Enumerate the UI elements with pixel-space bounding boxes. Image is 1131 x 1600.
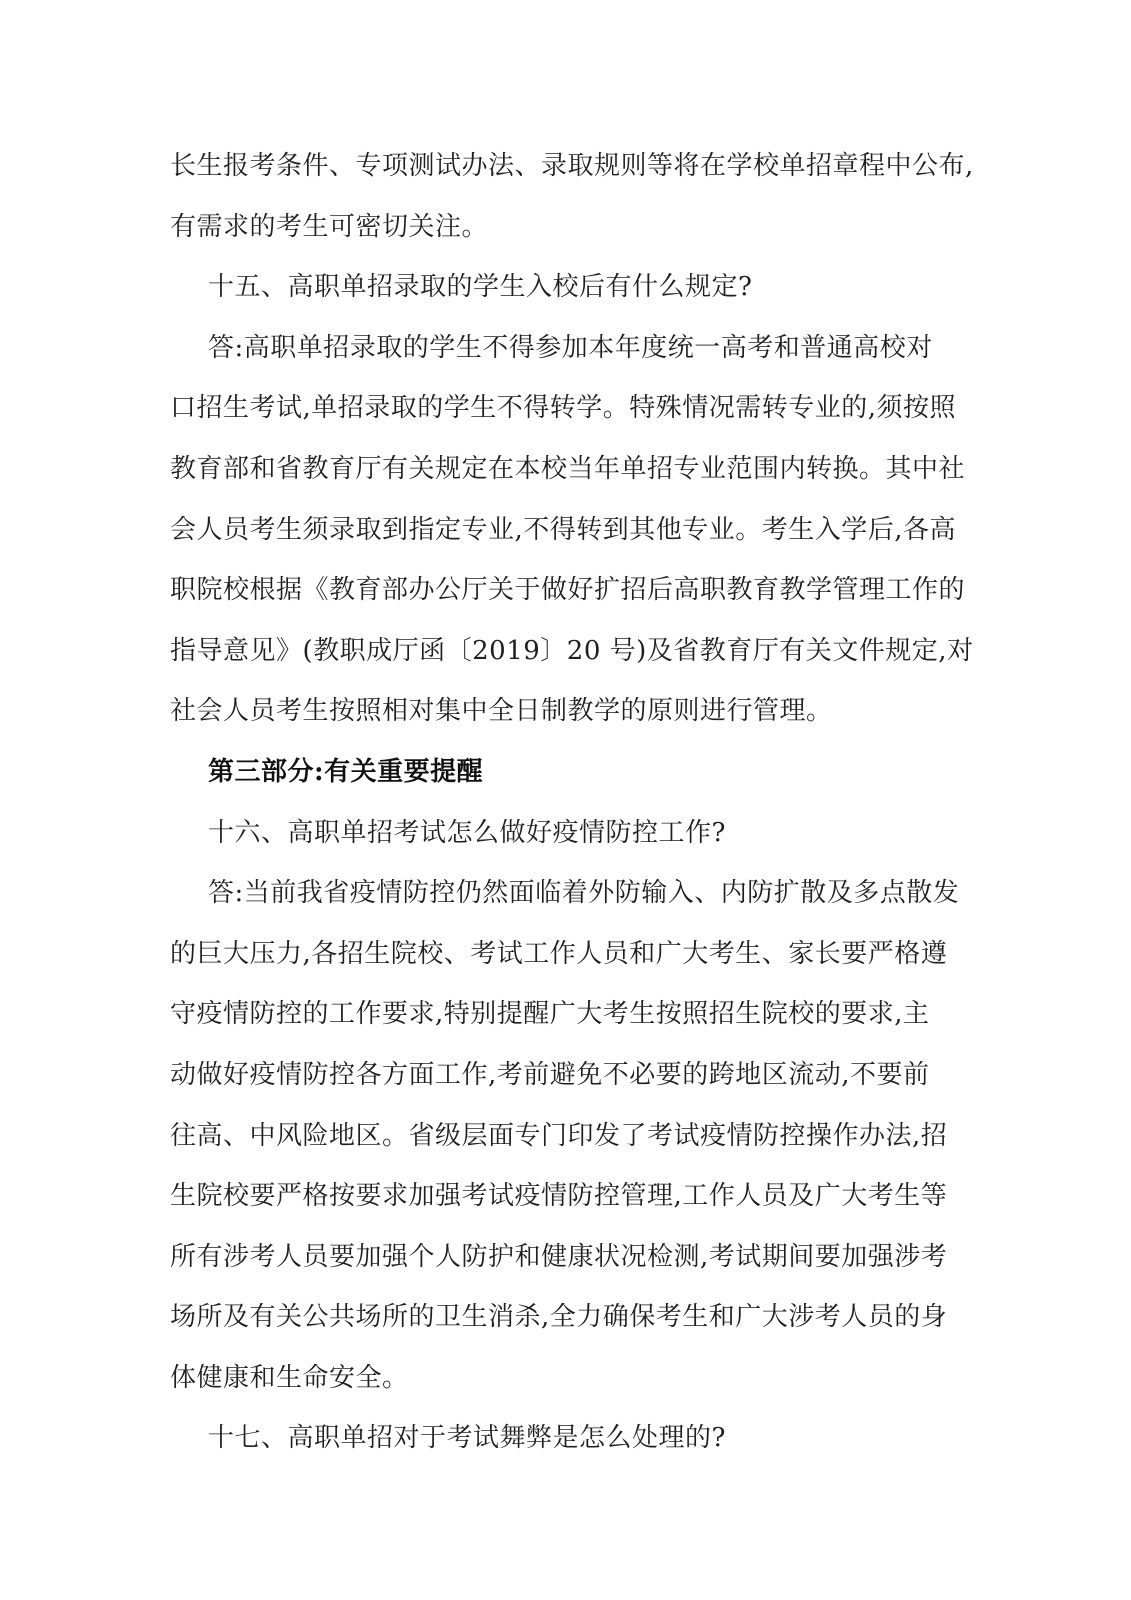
answer-line: 的巨大压力,各招生院校、考试工作人员和广大考生、家长要严格遵	[170, 938, 948, 969]
answer-line: 生院校要严格按要求加强考试疫情防控管理,工作人员及广大考生等	[170, 1181, 948, 1212]
answer-line: 口招生考试,单招录取的学生不得转学。特殊情况需转专业的,须按照	[170, 393, 957, 424]
answer-line: 指导意见》(教职成厅函〔2019〕20 号)及省教育厅有关文件规定,对	[170, 635, 974, 666]
section-heading: 第三部分:有关重要提醒	[208, 756, 484, 787]
answer-line: 守疫情防控的工作要求,特别提醒广大考生按照招生院校的要求,主	[170, 999, 930, 1030]
paragraph-line: 有需求的考生可密切关注。	[170, 211, 489, 242]
answer-line: 场所及有关公共场所的卫生消杀,全力确保考生和广大涉考人员的身	[170, 1302, 948, 1333]
answer-line: 教育部和省教育厅有关规定在本校当年单招专业范围内转换。其中社	[170, 453, 966, 484]
answer-line: 社会人员考生按照相对集中全日制教学的原则进行管理。	[170, 696, 833, 727]
answer-line: 职院校根据《教育部办公厅关于做好扩招后高职教育教学管理工作的	[170, 575, 966, 606]
answer-line: 会人员考生须录取到指定专业,不得转到其他专业。考生入学后,各高	[170, 514, 957, 545]
answer-line: 体健康和生命安全。	[170, 1362, 409, 1393]
document-body	[170, 136, 974, 1469]
question-heading: 十五、高职单招录取的学生入校后有什么规定?	[208, 272, 753, 303]
answer-line: 答:当前我省疫情防控仍然面临着外防输入、内防扩散及多点散发	[208, 878, 960, 909]
paragraph-line: 长生报考条件、专项测试办法、录取规则等将在学校单招章程中公布,	[170, 151, 974, 181]
answer-line: 动做好疫情防控各方面工作,考前避免不必要的跨地区流动,不要前	[170, 1059, 930, 1090]
answer-line: 所有涉考人员要加强个人防护和健康状况检测,考试期间要加强涉考	[170, 1241, 948, 1272]
answer-line: 往高、中风险地区。省级层面专门印发了考试疫情防控操作办法,招	[170, 1120, 948, 1151]
question-heading: 十六、高职单招考试怎么做好疫情防控工作?	[208, 817, 726, 848]
question-heading: 十七、高职单招对于考试舞弊是怎么处理的?	[208, 1423, 726, 1454]
answer-line: 答:高职单招录取的学生不得参加本年度统一高考和普通高校对	[208, 332, 933, 363]
